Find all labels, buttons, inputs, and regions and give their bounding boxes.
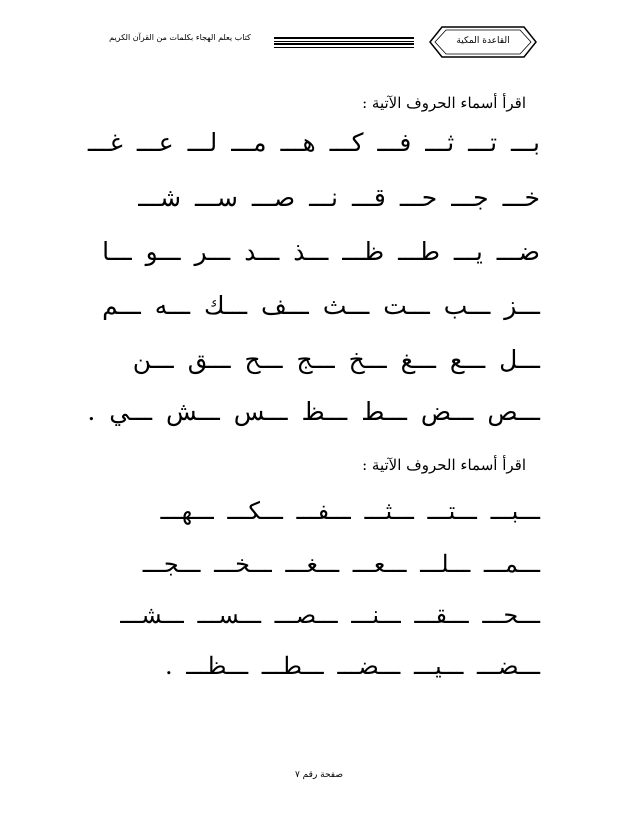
section2-row-4: ـــضـــ ـــيـــ ـــضـــ ـــطـــ ـــظـــ .: [165, 652, 540, 680]
section1-row-1: بـــ تـــ ثـــ فـــ كـــ هـــ مـــ لـــ عـــ غـــ: [87, 128, 540, 157]
section2-instruction: اقرأ أسماء الحروف الآتية :: [362, 456, 526, 474]
section2-row-1: ـــبـــ ـــتـــ ـــثـــ ـــفـــ ـــكـــ ـــهـــ: [160, 497, 540, 525]
section1-row-4: ـــز ـــب ـــت ـــث ـــف ـــك ـــه ـــم: [102, 291, 540, 320]
header-divider: [274, 37, 414, 49]
section1-instruction: اقرأ أسماء الحروف الآتية :: [362, 94, 526, 112]
book-title: كتاب يعلم الهجاء بكلمات من القرآن الكريم: [109, 33, 251, 42]
section1-row-6: ـــص ـــض ـــط ـــظ ـــس ـــش ـــي .: [87, 397, 540, 426]
badge-label: القاعدة المكية: [456, 36, 510, 46]
section2-row-3: ـــحـــ ـــقـــ ـــنـــ ـــصـــ ـــســـ ـــشـــ: [120, 601, 540, 629]
section1-row-3: ضـــ يـــ طـــ ظـــ ـــذ ـــد ـــر ـــو ـــا: [102, 237, 540, 266]
section2-row-2: ـــمـــ ـــلـــ ـــعـــ ـــغـــ ـــخـــ ـــجـــ: [142, 550, 540, 578]
series-badge: [428, 24, 538, 60]
section1-row-5: ـــل ـــع ـــغ ـــخ ـــج ـــح ـــق ـــن: [132, 345, 540, 374]
section1-row-2: خـــ جـــ حـــ قـــ نـــ صـــ ســـ شـــ: [138, 183, 540, 212]
page-number: صفحة رقم ٧: [294, 770, 344, 780]
